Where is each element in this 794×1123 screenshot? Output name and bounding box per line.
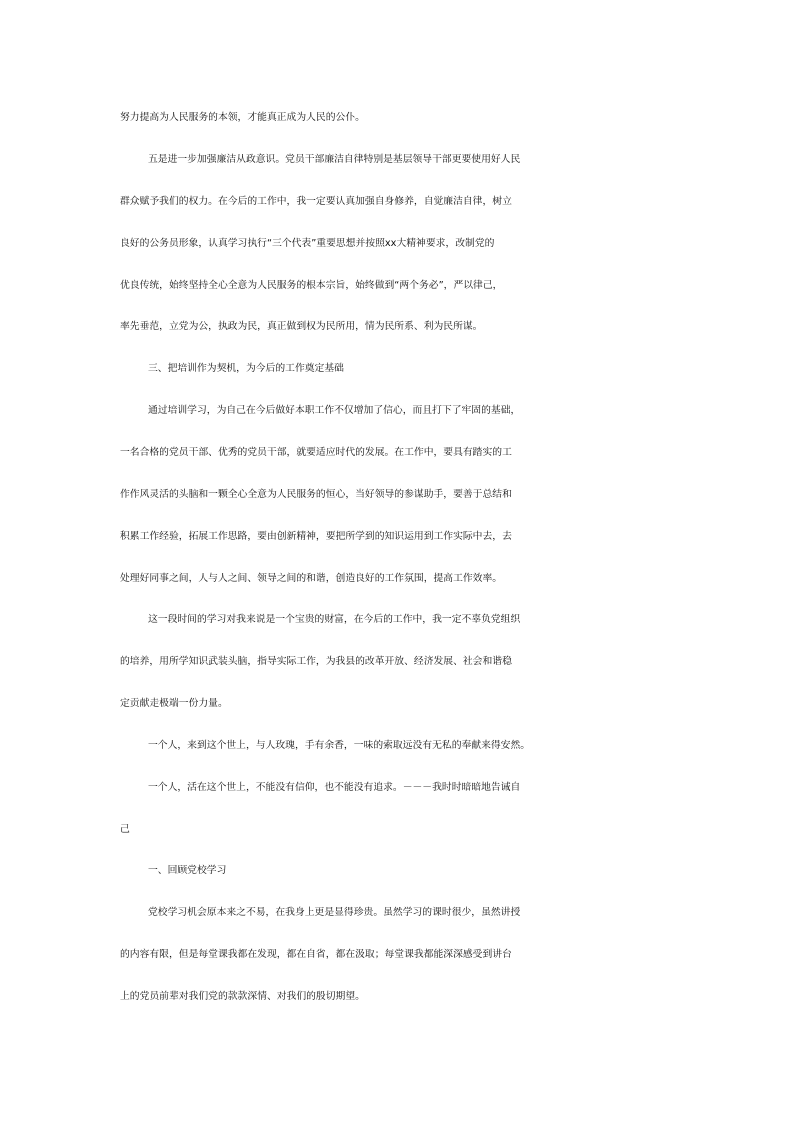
text-line: 作作风灵活的头脑和一颗全心全意为人民服务的恒心，当好领导的参谋助手，要善于总结和 — [120, 489, 512, 500]
text-line: 党校学习机会原本来之不易，在我身上更是显得珍贵。虽然学习的课时很少，虽然讲授 — [148, 907, 521, 918]
section-heading: 一、回顾党校学习 — [148, 865, 227, 876]
text-line: 五是进一步加强廉洁从政意识。党员干部廉洁自律特别是基层领导干部更要使用好人民 — [148, 154, 521, 165]
text-line: 通过培训学习，为自己在今后做好本职工作不仅增加了信心，而且打下了牢固的基础， — [148, 405, 521, 416]
text-line: 一个人，活在这个世上，不能没有信仰，也不能没有追求。－－－我时时暗暗地告诫自 — [148, 782, 521, 793]
section-heading: 三、把培训作为契机，为今后的工作奠定基础 — [148, 363, 344, 374]
text-line: 一名合格的党员干部、优秀的党员干部，就要适应时代的发展。在工作中，要具有踏实的工 — [120, 447, 512, 458]
text-line: 一个人，来到这个世上，与人玫瑰，手有余香，一味的索取远没有无私的奉献来得安然。 — [148, 740, 531, 751]
text-line: 处理好同事之间，人与人之间、领导之间的和谐，创造良好的工作氛围，提高工作效率。 — [120, 573, 503, 584]
text-line: 的培养，用所学知识武装头脑，指导实际工作，为我县的改革开放、经济发展、社会和谐稳 — [120, 656, 512, 667]
text-line: 己 — [120, 824, 130, 835]
text-line: 良好的公务员形象，认真学习执行“三个代表”重要思想并按照xx大精神要求，改制党的 — [120, 238, 495, 249]
text-line: 群众赋予我们的权力。在今后的工作中，我一定要认真加强自身修养，自觉廉洁自律，树立 — [120, 196, 512, 207]
text-line: 这一段时间的学习对我来说是一个宝贵的财富，在今后的工作中，我一定不辜负党组织 — [148, 614, 521, 625]
text-line: 率先垂范，立党为公，执政为民，真正做到权为民所用，情为民所系、利为民所谋。 — [120, 321, 483, 332]
text-line: 定贡献走极端一份力量。 — [120, 698, 228, 709]
text-line: 上的党员前辈对我们党的款款深情、对我们的殷切期望。 — [120, 991, 365, 1002]
text-line: 优良传统，始终坚持全心全意为人民服务的根本宗旨，始终做到“两个务必”，严以律己， — [120, 280, 503, 291]
text-line: 努力提高为人民服务的本领，才能真正成为人民的公仆。 — [120, 112, 365, 123]
text-line: 积累工作经验，拓展工作思路，要由创新精神，要把所学到的知识运用到工作实际中去，去 — [120, 531, 512, 542]
text-line: 的内容有限，但是每堂课我都在发现，都在自省，都在汲取；每堂课我都能深深感受到讲台 — [120, 949, 512, 960]
